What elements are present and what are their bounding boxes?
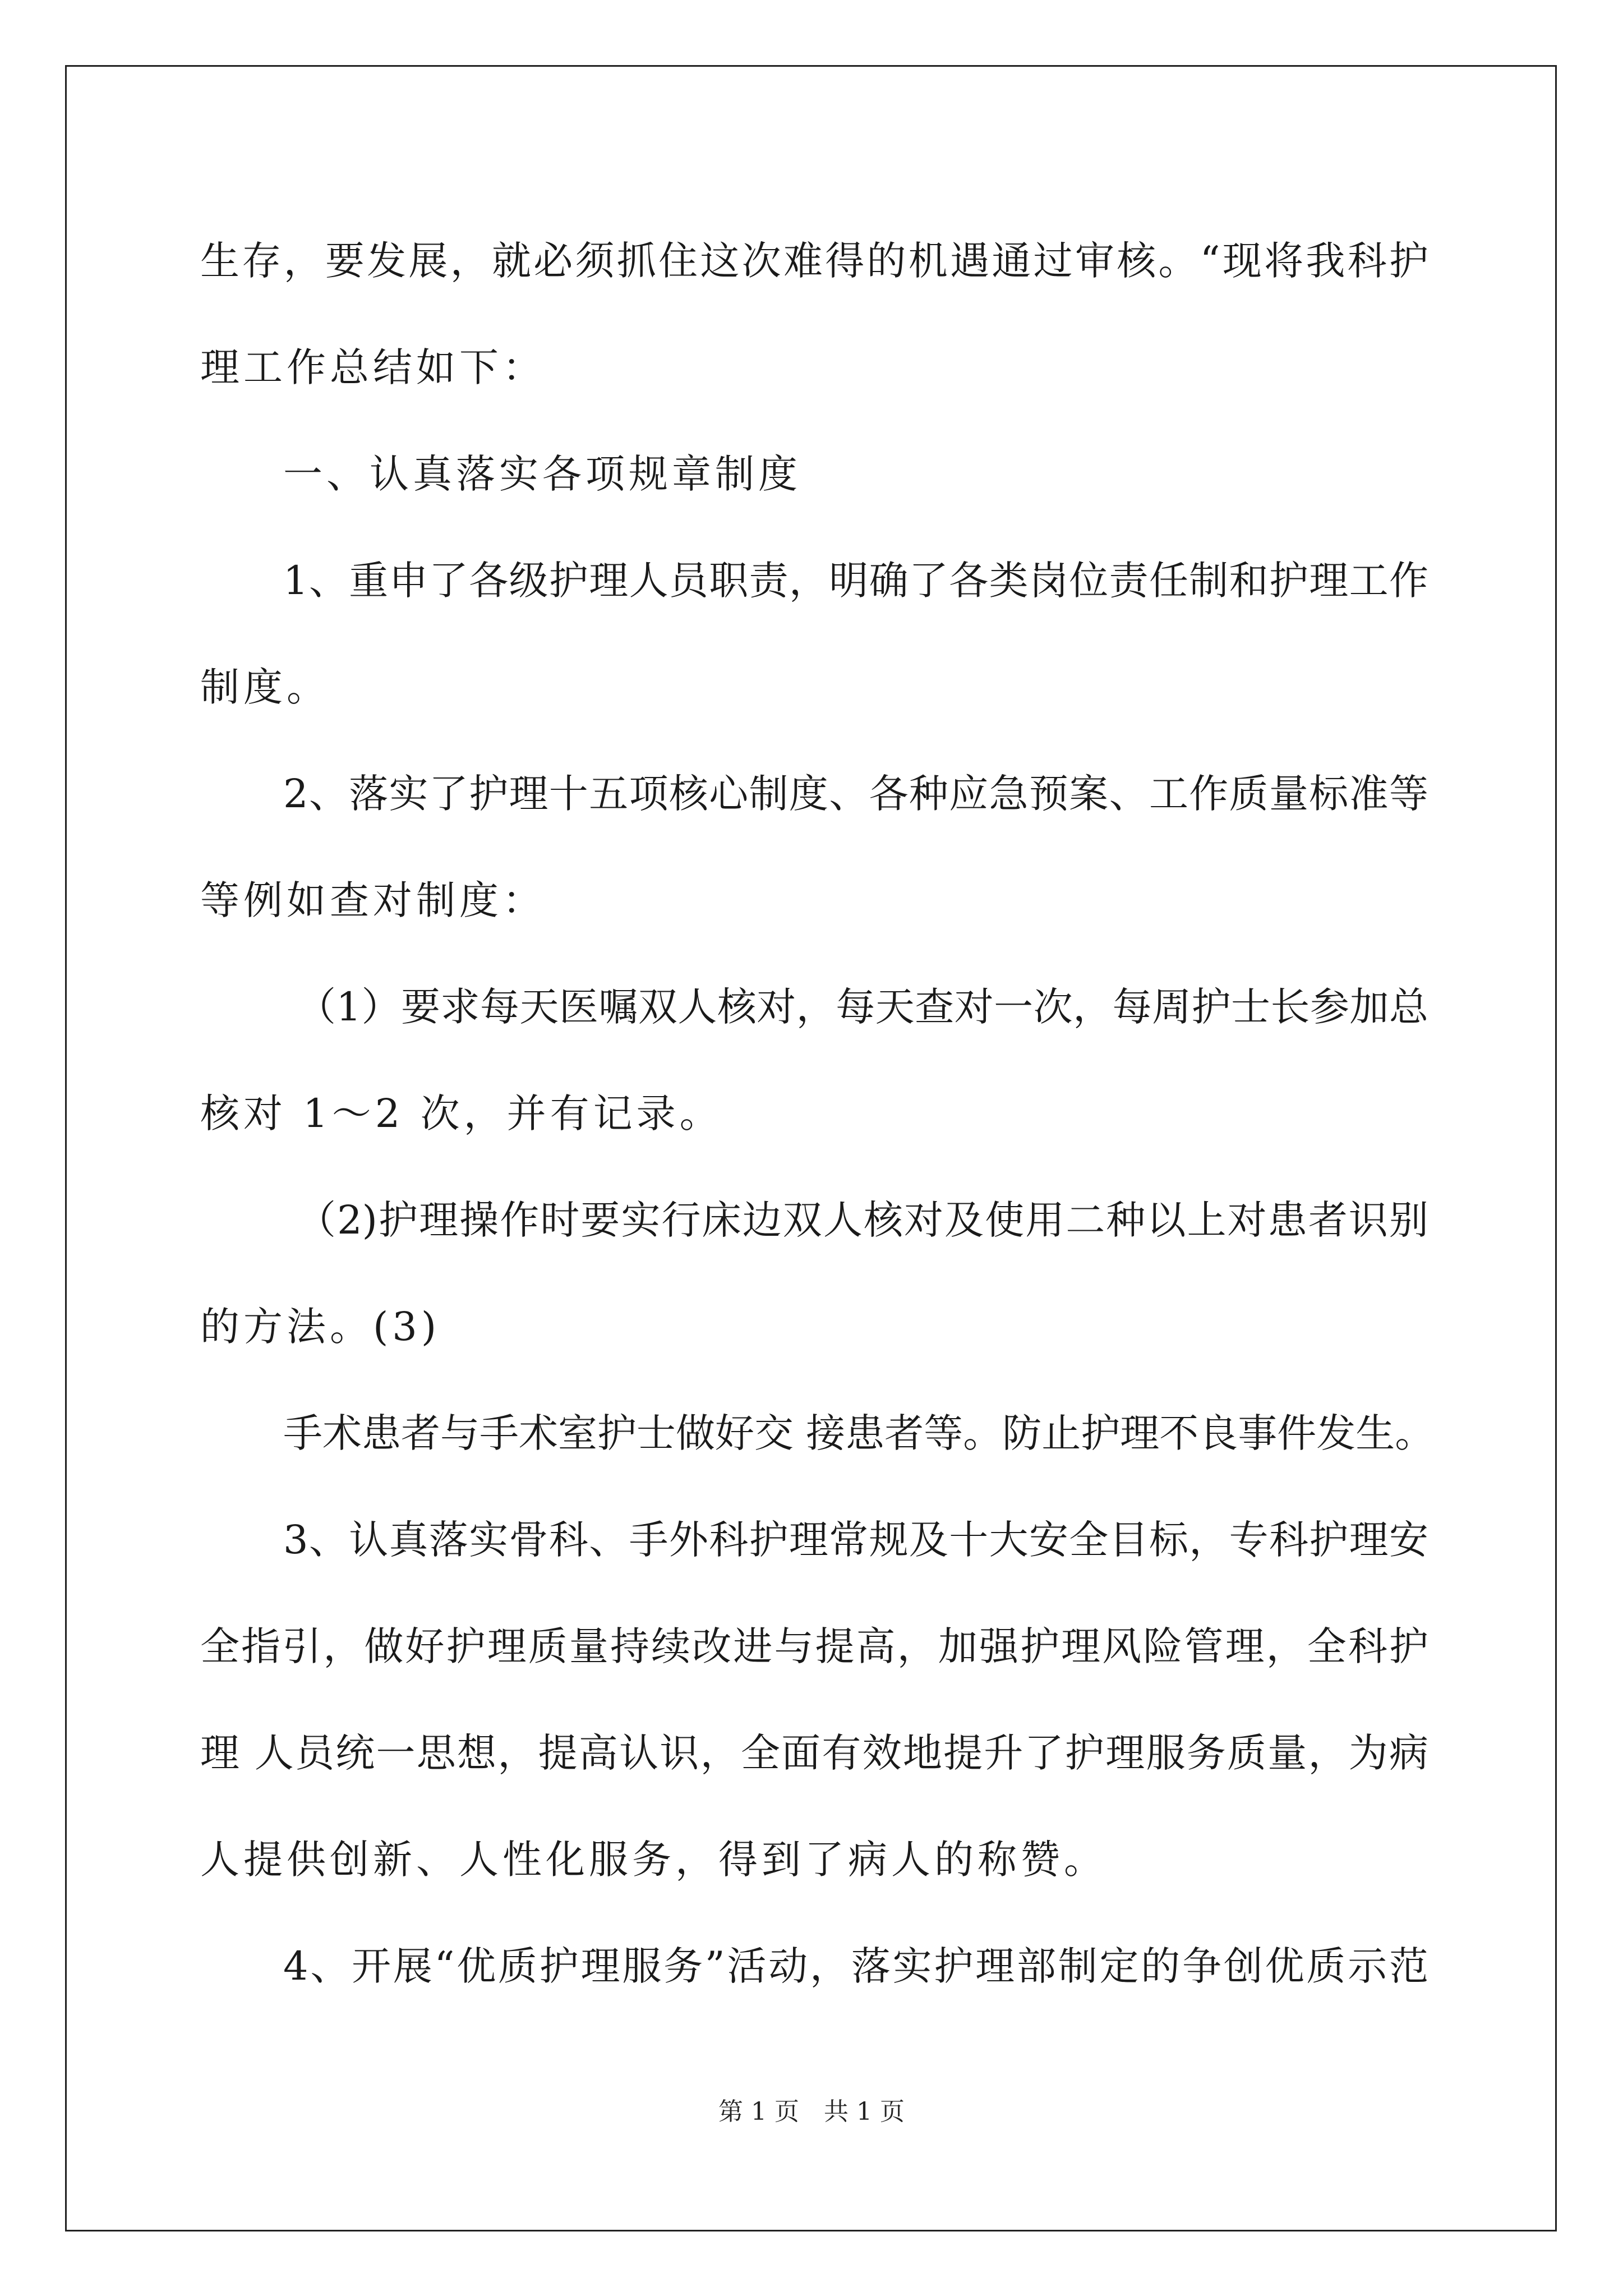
paragraph-line: 2、落实了护理十五项核心制度、各种应急预案、工作质量标准等 [283,771,1428,817]
paragraph-line: 等例如查对制度： [200,877,546,923]
page-number-footer: 第 1 页 共 1 页 [718,2097,905,2126]
paragraph-line: 生存，要发展，就必须抓住这次难得的机遇通过审核。“现将我科护 [200,238,1428,284]
paragraph-line: 3、认真落实骨科、手外科护理常规及十大安全目标，专科护理安 [283,1517,1428,1563]
paragraph-line: （1）要求每天医嘱双人核对，每天查对一次，每周护士长参加总 [297,984,1428,1030]
paragraph-line: 制度。 [200,664,330,710]
paragraph-line: 人提供创新、人性化服务，得到了病人的称赞。 [200,1837,1107,1883]
paragraph-line: 的方法。(3) [200,1304,441,1350]
paragraph-line: 理 人员统一思想，提高认识，全面有效地提升了护理服务质量，为病 [200,1730,1428,1776]
paragraph-line: 全指引，做好护理质量持续改进与提高，加强护理风险管理，全科护 [200,1623,1428,1669]
document-body [200,208,1435,2019]
paragraph-line: 手术患者与手术室护士做好交 接患者等。防止护理不良事件发生。 [283,1410,1435,1456]
paragraph-line: 1、重申了各级护理人员职责，明确了各类岗位责任制和护理工作 [283,558,1428,604]
section-heading: 一、认真落实各项规章制度 [283,451,801,497]
paragraph-line: 4、开展“优质护理服务”活动，落实护理部制定的争创优质示范 [283,1943,1428,1989]
paragraph-line: （2)护理操作时要实行床边双人核对及使用二种以上对患者识别 [297,1197,1428,1243]
paragraph-line: 理工作总结如下： [200,344,546,390]
paragraph-line: 核对 1～2 次，并有记录。 [200,1091,723,1137]
